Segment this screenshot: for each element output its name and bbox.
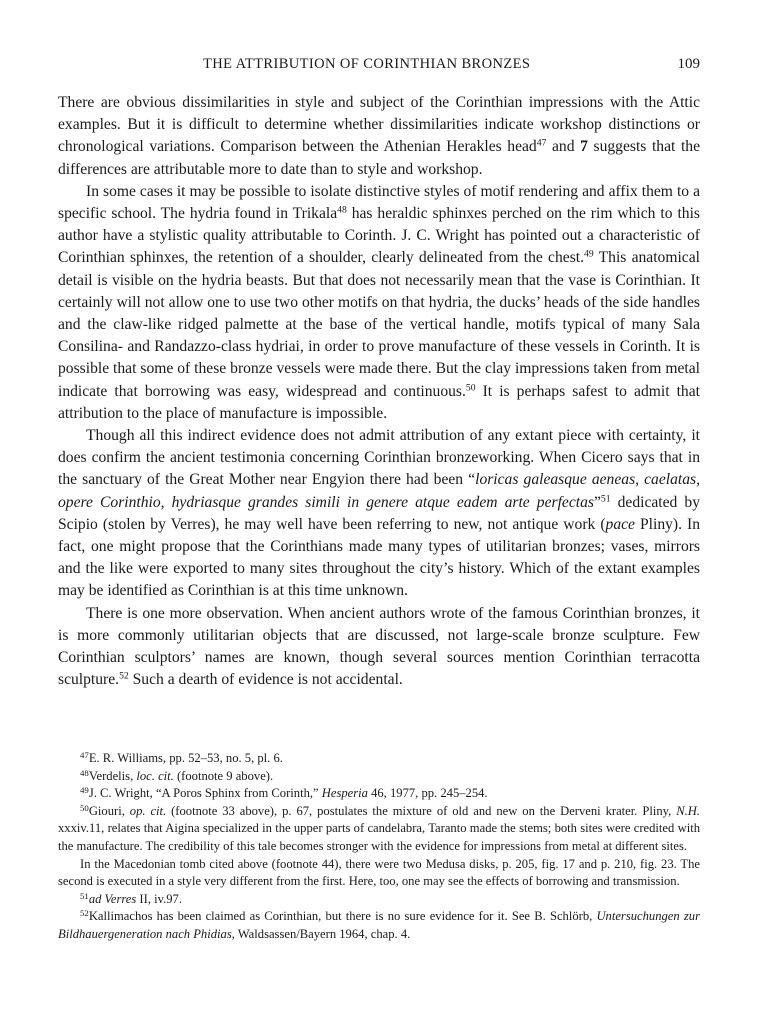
footnote-text: 46, 1977, pp. 245–254. xyxy=(367,786,488,801)
paragraph-text: In some cases it may be possible to isolate distinctive styles of motif rendering and affix them to a specific school. The hydria found in Trikala xyxy=(58,182,700,223)
footnote-51 xyxy=(58,891,700,909)
page-number: 109 xyxy=(677,56,700,72)
latin-quotation: loricas galeasque aeneas, caelatas, opere Corinthio, hydriasque grandes simili in genere atque eadem arte perfectas xyxy=(58,471,700,511)
footnote-number: 51 xyxy=(80,890,89,901)
paragraph-2 xyxy=(58,181,700,425)
running-header xyxy=(58,56,700,78)
paragraph-text: This anatomical detail is visible on the hydria beasts. But that does not necessarily mean that the vase is Corinthian. It certainly will not allow one to use two other motifs on that hydria, the ducks’ heads of the side handles and the claw-like ridged palmette at the base of the vertical handle, motifs typical of many Sala Consilina- and Randazzo-class hydriai, in order to prove manufacture of these vessels in Corinth. It is possible that some of these bronze vessels were made there. But the clay impressions taken from metal indicate that borrowing was easy, widespread and continuous. xyxy=(58,249,700,400)
paragraph-text: Pliny). In fact, one might propose that the Corinthians made many types of utilitarian bronzes; vases, mirrors and the like were exported to many sites throughout the city’s history. Which of the extant examples may be identified as Corinthian is at this time unknown. xyxy=(58,515,700,600)
footnote-49 xyxy=(58,785,700,803)
paragraph-text: Such a dearth of evidence is not accidental. xyxy=(128,671,403,689)
latin-term: pace xyxy=(605,515,635,533)
citation-abbrev: op. cit. xyxy=(129,803,167,818)
footnote-ref-52: 52 xyxy=(119,670,129,682)
footnote-ref-48: 48 xyxy=(337,204,347,216)
footnote-text: (footnote 33 above), p. 67, postulates the mixture of old and new on the Derveni krater. Pliny, xyxy=(166,803,677,818)
footnote-52 xyxy=(58,908,700,943)
footnote-47 xyxy=(58,750,700,768)
footnote-text: Kallimachos has been claimed as Corinthian, but there is no sure evidence for it. See B. Schlörb, xyxy=(88,909,597,924)
footnote-text: (footnote 9 above). xyxy=(173,768,274,783)
paragraph-text: It is perhaps safest to admit that attribution to the place of manufacture is impossible. xyxy=(58,382,700,422)
paragraph-4 xyxy=(58,603,700,692)
paragraph-text: Though all this indirect evidence does not admit attribution of any extant piece with certainty, it does confirm the ancient testimonia concerning Corinthian bronzeworking. When Cicero says that in the sanctuary of the Great Mother near Engyion there had been “ xyxy=(58,427,700,489)
journal-title: Hesperia xyxy=(321,786,368,801)
footnote-number: 47 xyxy=(80,750,89,761)
footnote-text: Verdelis, xyxy=(88,768,137,783)
paragraph-3 xyxy=(58,425,700,603)
footnote-ref-50: 50 xyxy=(465,382,476,394)
footnote-number: 48 xyxy=(80,767,89,778)
paragraph-text: suggests that the differences are attributable more to date than to style and workshop. xyxy=(58,138,700,178)
footnote-ref-49: 49 xyxy=(584,249,594,261)
footnote-number: 50 xyxy=(80,802,89,813)
footnote-ref-47: 47 xyxy=(536,138,547,150)
running-title: THE ATTRIBUTION OF CORINTHIAN BRONZES xyxy=(203,56,531,72)
body-text xyxy=(58,92,700,691)
paragraph-text: and xyxy=(546,138,581,156)
citation-abbrev: loc. cit. xyxy=(136,768,174,783)
paragraph-text: There is one more observation. When ancient authors wrote of the famous Corinthian bronzes, it is more commonly utilitarian objects that are discussed, not large-scale bronze sculpture. Few Corinthian sculptors’ names are known, though several sources mention Corinthian terracotta sculpture. xyxy=(58,604,700,689)
paragraph-text: has heraldic sphinxes perched on the rim which to this author have a stylistic quality attributable to Corinth. J. C. Wright has pointed out a characteristic of Corinthian sphinxes, the retention of a shoulder, clearly delineated from the chest. xyxy=(58,205,700,267)
footnote-text: xxxiv.11, relates that Aigina specialized in the upper parts of candelabra, Taranto made the stems; both sites were credited with the manufacture. The credibility of this tale becomes stronger with the evidence for impressions from metal at different sites. xyxy=(58,821,700,853)
footnote-50 xyxy=(58,803,700,856)
work-title: ad Verres xyxy=(88,891,137,906)
book-title: Untersuchungen zur Bildhauergeneration nach Phidias xyxy=(58,909,700,941)
paragraph-text: ” xyxy=(593,493,601,511)
citation-abbrev: N.H. xyxy=(676,803,700,818)
paragraph-1 xyxy=(58,92,700,181)
footnote-50-continuation: In the Macedonian tomb cited above (footnote 44), there were two Medusa disks, p. 205, fig. 17 and p. 210, fig. 23. The second is executed in a style very different from the first. Here, too, one may see the effects of borrowing and transmission. xyxy=(58,856,700,889)
footnote-48 xyxy=(58,768,700,786)
footnote-text: II, iv.97. xyxy=(136,891,182,906)
footnote-text: J. C. Wright, “A Poros Sphinx from Corinth,” xyxy=(88,786,322,801)
footnote-number: 52 xyxy=(80,908,89,919)
paragraph-text: There are obvious dissimilarities in style and subject of the Corinthian impressions with the Attic examples. But it is difficult to determine whether dissimilarities indicate workshop distinctions or chronological variations. Comparison between the Athenian Herakles head xyxy=(58,94,700,156)
footnote-text: Giouri, xyxy=(88,803,130,818)
footnote-text: , Waldsassen/Bayern 1964, chap. 4. xyxy=(231,926,411,941)
paragraph-text: dedicated by Scipio (stolen by Verres), he may well have been referring to new, not antique work ( xyxy=(58,493,700,533)
catalog-number: 7 xyxy=(580,138,588,156)
footnote-ref-51: 51 xyxy=(600,493,611,505)
footnotes xyxy=(58,750,700,944)
footnote-text: E. R. Williams, pp. 52–53, no. 5, pl. 6. xyxy=(88,751,283,765)
footnote-number: 49 xyxy=(80,785,89,796)
